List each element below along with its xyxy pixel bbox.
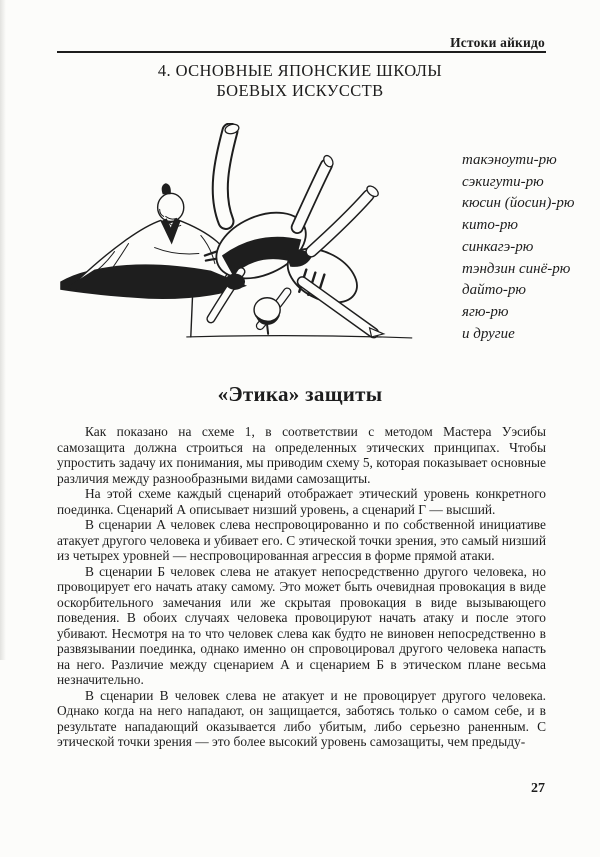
- page-number: 27: [531, 781, 545, 796]
- chapter-title-line2: БОЕВЫХ ИСКУССТВ: [216, 81, 384, 100]
- paragraph: На этой схеме каждый сценарий отображает этический уровень конкретного поединка. Сценарий А описывает низший уровень, а сценарий Г — высший.: [57, 486, 546, 517]
- wrestlers-figures: [206, 123, 383, 337]
- schools-list: [462, 150, 574, 345]
- body-text: [57, 424, 546, 750]
- school-list-item: кюсин (йосин)-рю: [462, 195, 575, 212]
- school-list-item: дайто-рю: [462, 282, 526, 299]
- running-head: Истоки айкидо: [450, 35, 545, 50]
- header-rule: [57, 51, 546, 53]
- chapter-title: [0, 61, 600, 101]
- chapter-title-line1: 4. ОСНОВНЫЕ ЯПОНСКИЕ ШКОЛЫ: [157, 61, 443, 80]
- martial-arts-throw-illustration: [58, 123, 420, 356]
- school-list-item: сэкигути-рю: [462, 173, 544, 190]
- school-list-item: ягю-рю: [462, 303, 509, 320]
- paragraph: Как показано на схеме 1, в соответствии с методом Мастера Уэсибы самозащита должна строиться на определенных этических принципах. Чтобы упростить задачу их понимания, мы приводим схему 5, которая показывает основные различия между разнообразными видами самозащиты.: [57, 424, 546, 486]
- section-heading: «Этика» защиты: [217, 382, 383, 406]
- paragraph: В сценарии В человек слева не атакует и не провоцирует другого человека. Однако когда на него нападают, он защищается, заботясь только о самом себе, и в результате нападающий оказывается либо убитым, либо серьезно раненным. С этической точки зрения — это более высокий уровень самозащиты, чем предыду-: [57, 687, 546, 749]
- school-list-item: и другие: [462, 325, 515, 342]
- paragraph: В сценарии А человек слева неспровоцированно и по собственной инициативе атакует другого человека и убивает его. С этической точки зрения, это самый низший из четырех уровней — неспровоцированная агрессия в форме прямой атаки.: [57, 517, 546, 563]
- school-list-item: кито-рю: [462, 217, 518, 234]
- school-list-item: синкагэ-рю: [462, 238, 534, 255]
- paragraph: В сценарии Б человек слева не атакует непосредственно другого человека, но провоцирует его начать атаку самому. Это может быть очевидная провокация в виде оскорбительного замечания или же скрытая провокация в виде вызывающего поведения. В обоих случаях человека провоцируют начать атаку и после этого убивают. Несмотря на то что человек слева как будто не виновен непосредственно в развязывании поединка, однако именно он спровоцировал другого человека напасть на него. Различие между сценарием А и сценарием Б в этическом плане весьма незначительно.: [57, 563, 546, 687]
- school-list-item: такэноути-рю: [462, 152, 557, 168]
- school-list-item: тэндзин синё-рю: [462, 260, 571, 277]
